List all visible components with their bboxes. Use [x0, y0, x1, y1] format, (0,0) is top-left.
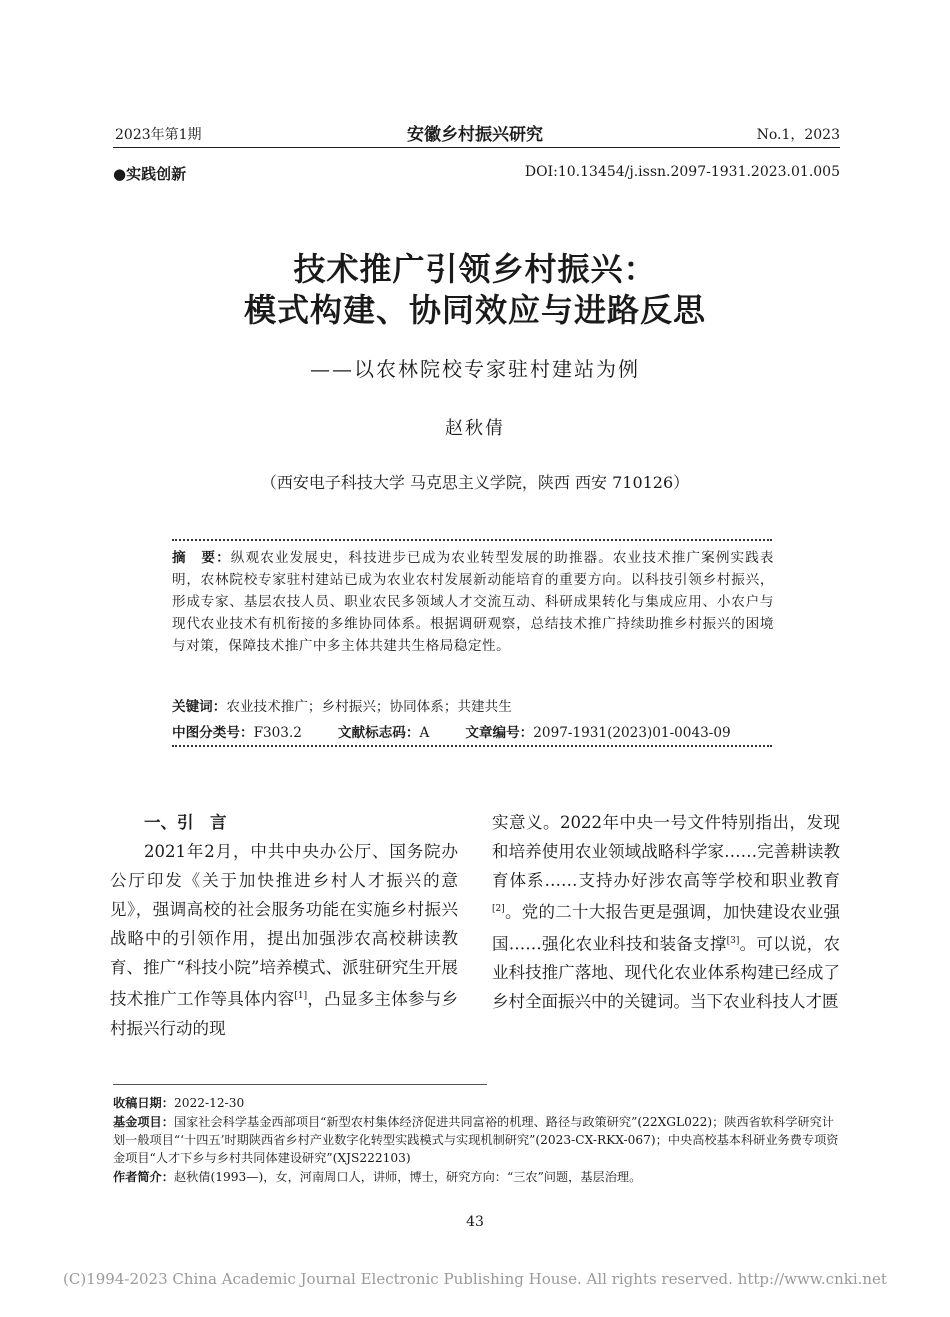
reference-1[interactable]: [1] — [294, 991, 308, 1001]
abstract-label: 摘 要： — [172, 550, 231, 566]
header-issue: 2023年第1期 — [115, 127, 202, 143]
reference-2[interactable]: [2] — [492, 904, 505, 914]
header-issue-en: No.1，2023 — [756, 127, 840, 143]
abstract-top-rule — [172, 539, 772, 541]
copyright-notice: (C)1994-2023 China Academic Journal Electronic Publishing House. All rights reserved. http://www.cnki.net — [63, 1270, 887, 1288]
body-paragraph-cont: 实意义。2022年中央一号文件特别指出，发现和培养使用农业领域战略科学家……完善耕读教育体系……支持办好涉农高等学校和职业教育[2]。党的二十大报告更是强调，加快建设农业强国……强化农业科技和装备支撑[3]。可以说，农业科技推广落地、现代化农业体系构建已经成了乡村全面振兴中的关键词。当下农业科技人才匮 — [492, 813, 841, 1011]
footnote-fund: 基金项目：国家社会科学基金西部项目“新型农村集体经济促进共同富裕的机理、路径与政策研究”(22XGL022)；陕西省软科学研究计划一般项目“‘十四五’时期陕西省乡村产业数字化转型实践模式与实现机制研究”(2023-CX-RKX-067)；中央高校基本科研业务费专项资金项目“人才下乡与乡村共同体建设研究”(XJS222103) — [113, 1115, 839, 1165]
title-line-1: 技术推广引领乡村振兴： — [293, 250, 657, 288]
footnote-author: 作者简介：赵秋倩(1993—)，女，河南周口人，讲师，博士，研究方向：“三农”问题，基层治理。 — [113, 1170, 642, 1184]
header-rule — [113, 147, 840, 148]
abstract — [172, 547, 774, 657]
classification-row — [172, 721, 772, 741]
page-number: 43 — [466, 1214, 484, 1230]
article-no-label: 文章编号： — [465, 725, 534, 741]
body-paragraph: 2021年2月，中共中央办公厅、国务院办公厅印发《关于加快推进乡村人才振兴的意见》，强调高校的社会服务功能在实施乡村振兴战略中的引领作用，提出加强涉农高校耕读教育、推广“科技小院”培养模式、派驻研究生开展技术推广工作等具体内容[1]，凸显多主体参与乡村振兴行动的现 — [110, 842, 459, 1038]
body-column-left — [110, 808, 458, 1043]
reference-3[interactable]: [3] — [726, 935, 740, 946]
body-column-right — [492, 808, 840, 1016]
clc-label: 中图分类号： — [172, 725, 254, 741]
title-line-2: 模式构建、协同效应与进路反思 — [243, 291, 706, 329]
article-no-value: 2097-1931(2023)01-0043-09 — [533, 725, 731, 741]
author-name: 赵秋倩 — [445, 418, 505, 439]
abstract-bottom-rule — [172, 745, 772, 747]
abstract-text: 纵观农业发展史，科技进步已成为农业转型发展的助推器。农业技术推广案例实践表明，农林院校专家驻村建站已成为农业农村发展新动能培育的重要方向。以科技引领乡村振兴，形成专家、基层农技人员、职业农民多领域人才交流互动、科研成果转化与集成应用、小农户与现代农业技术有机衔接的多维协同体系。根据调研观察，总结技术推广持续助推乡村振兴的困境与对策，保障技术推广中多主体共建共生格局稳定性。 — [172, 550, 775, 654]
doc-code-value: A — [419, 725, 430, 741]
clc-value: F303.2 — [253, 725, 302, 741]
keywords-text: 农业技术推广；乡村振兴；协同体系；共建共生 — [226, 699, 512, 715]
affiliation: （西安电子科技大学 马克思主义学院，陕西 西安 710126） — [260, 473, 690, 492]
journal-name: 安徽乡村振兴研究 — [407, 125, 543, 145]
section-tag: ●实践创新 — [113, 165, 187, 183]
keywords-label: 关键词： — [172, 699, 227, 715]
section-heading: 一、引 言 — [144, 813, 227, 832]
doc-code-label: 文献标志码： — [337, 725, 420, 741]
subtitle: ——以农林院校专家驻村建站为例 — [310, 357, 640, 381]
keywords — [172, 695, 512, 715]
footnote-rule — [113, 1084, 487, 1085]
footnote-received: 收稿日期：2022-12-30 — [113, 1096, 245, 1110]
doi[interactable]: DOI:10.13454/j.issn.2097-1931.2023.01.005 — [524, 164, 840, 180]
